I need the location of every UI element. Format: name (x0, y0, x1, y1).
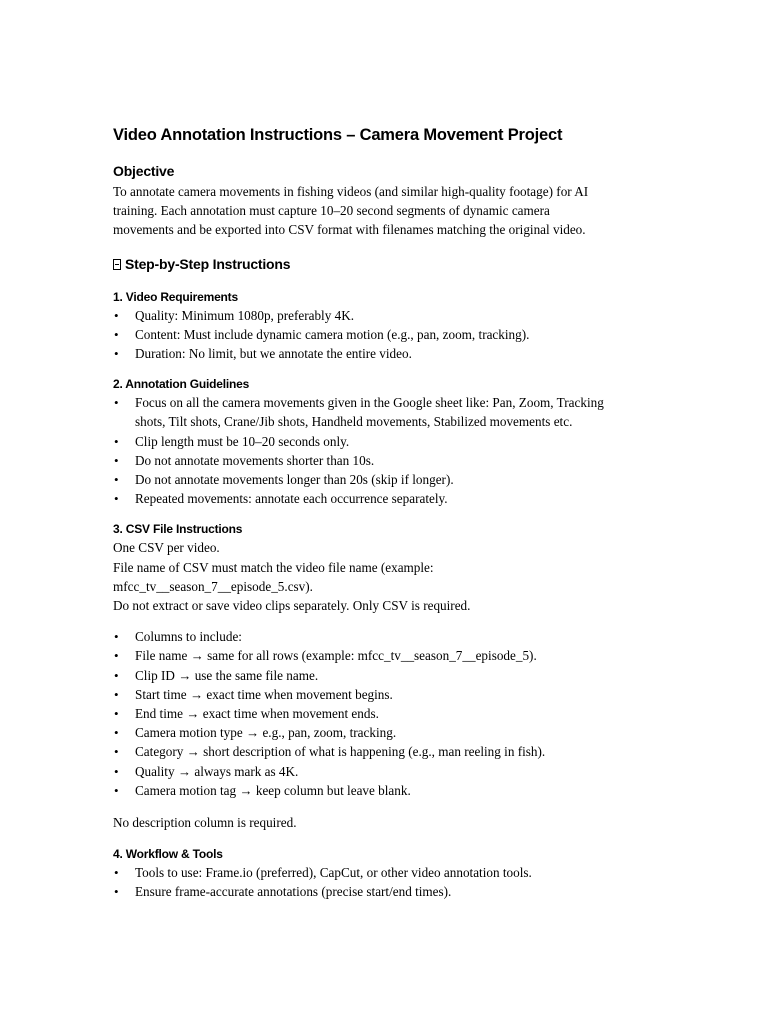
list-item: • Do not annotate movements shorter than 10s. (113, 451, 658, 470)
list-item: • Quality: Minimum 1080p, preferably 4K. (113, 306, 658, 325)
section-heading-video-requirements: 1. Video Requirements (113, 289, 238, 304)
list-item: • Category → short description of what is happening (e.g., man reeling in fish). (113, 742, 658, 761)
objective-line: movements and be exported into CSV format with filenames matching the original video. (113, 222, 586, 238)
steps-heading (113, 254, 658, 274)
bullet-icon: • (114, 884, 119, 900)
annotation-guidelines-list (113, 393, 658, 508)
list-item: • File name → same for all rows (example: mfcc_tv__season_7__episode_5). (113, 646, 658, 665)
csv-paragraph: One CSV per video. File name of CSV must match the video file name (example: mfcc_tv__season_7__episode_5.csv). Do not extract or save video clips separately. Only CSV is required. (113, 540, 471, 614)
list-item: • Ensure frame-accurate annotations (precise start/end times). (113, 882, 658, 901)
list-item: • Do not annotate movements longer than 20s (skip if longer). (113, 470, 658, 489)
bullet-icon: • (114, 865, 119, 881)
steps-heading-text: Step-by-Step Instructions (125, 255, 291, 272)
bullet-icon: • (114, 648, 119, 664)
list-item: • Repeated movements: annotate each occurrence separately. (113, 489, 658, 508)
section-heading-workflow-tools: 4. Workflow & Tools (113, 847, 223, 862)
bullet-icon: • (114, 491, 119, 507)
list-item: • End time → exact time when movement ends. (113, 704, 658, 723)
document-title: Video Annotation Instructions – Camera Movement Project (113, 126, 563, 144)
missing-glyph-icon (113, 259, 121, 270)
bullet-icon: • (114, 395, 119, 411)
objective-line: training. Each annotation must capture 10–20 second segments of dynamic camera (113, 203, 550, 219)
workflow-tools-list (113, 863, 658, 901)
bullet-icon: • (114, 763, 119, 779)
list-item: • Columns to include: (113, 627, 658, 646)
section-heading-csv-instructions: 3. CSV File Instructions (113, 522, 243, 537)
list-item: • Clip length must be 10–20 seconds only. (113, 432, 658, 451)
list-item: • Content: Must include dynamic camera motion (e.g., pan, zoom, tracking). (113, 325, 658, 344)
objective-line: To annotate camera movements in fishing videos (and similar high-quality footage) for AI (113, 184, 589, 199)
csv-note: No description column is required. (113, 815, 297, 831)
bullet-icon: • (114, 452, 119, 468)
video-requirements-list (113, 306, 658, 364)
bullet-icon: • (114, 667, 119, 683)
list-item: • Duration: No limit, but we annotate the entire video. (113, 344, 658, 363)
bullet-icon: • (114, 629, 119, 645)
list-item: • Camera motion tag → keep column but leave blank. (113, 781, 658, 800)
list-item: • Start time → exact time when movement begins. (113, 685, 658, 704)
csv-columns-list (113, 627, 658, 800)
list-item: • Quality → always mark as 4K. (113, 762, 658, 781)
list-item: • Focus on all the camera movements given in the Google sheet like: Pan, Zoom, Tracking shots, Tilt shots, Crane/Jib shots, Handheld movements, Stabilized movements etc. (114, 395, 604, 430)
bullet-icon: • (114, 433, 119, 449)
bullet-icon: • (114, 472, 119, 488)
list-item: • Camera motion type → e.g., pan, zoom, tracking. (113, 723, 658, 742)
objective-paragraph (113, 182, 658, 240)
bullet-icon: • (114, 686, 119, 702)
document-page (113, 124, 658, 902)
bullet-icon: • (114, 725, 119, 741)
bullet-icon: • (114, 326, 119, 342)
bullet-icon: • (114, 782, 119, 798)
bullet-icon: • (114, 706, 119, 722)
section-heading-annotation-guidelines: 2. Annotation Guidelines (113, 377, 250, 392)
list-item: • Clip ID → use the same file name. (113, 666, 658, 685)
list-item: • Tools to use: Frame.io (preferred), CapCut, or other video annotation tools. (113, 863, 658, 882)
bullet-icon: • (114, 744, 119, 760)
bullet-icon: • (114, 307, 119, 323)
objective-heading: Objective (113, 163, 175, 179)
bullet-icon: • (114, 346, 119, 362)
